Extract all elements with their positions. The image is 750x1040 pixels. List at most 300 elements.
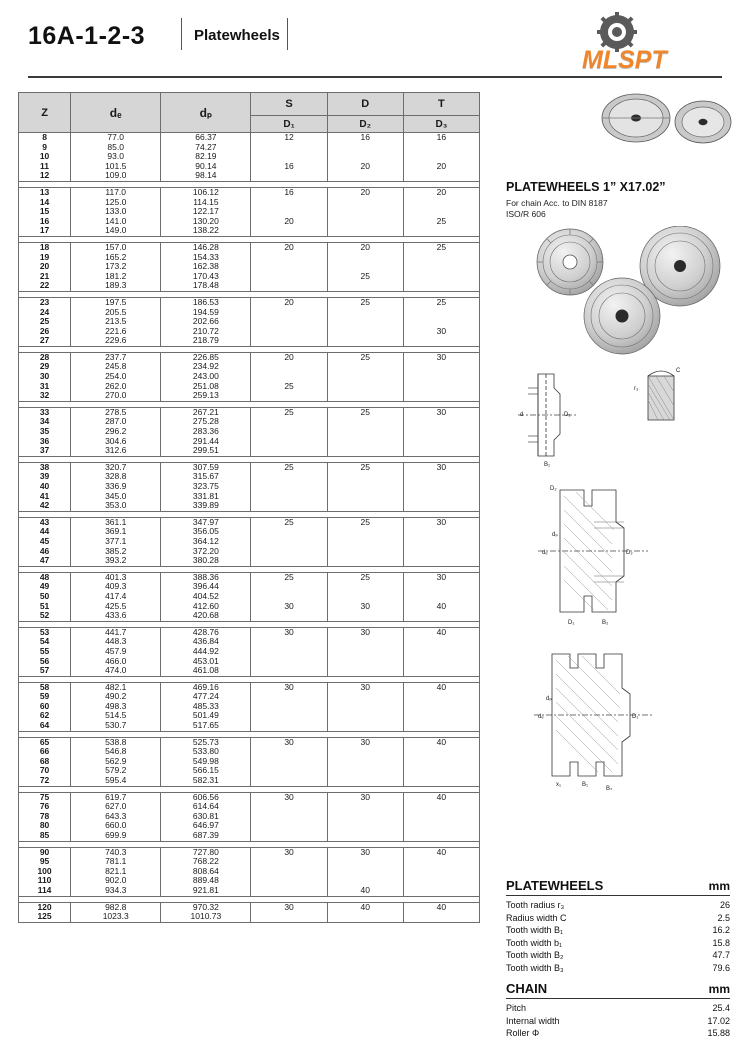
cell-t: 30 bbox=[403, 462, 479, 472]
table-row bbox=[19, 792, 480, 802]
cell-z: 59 bbox=[19, 692, 71, 702]
cell-de: 165.2 bbox=[71, 253, 161, 263]
cell-dp: 82.19 bbox=[161, 152, 251, 162]
right-note-line-2: ISO/R 606 bbox=[506, 209, 546, 219]
table-row bbox=[19, 297, 480, 307]
cell-z: 58 bbox=[19, 682, 71, 692]
platewheels-rule bbox=[506, 895, 730, 896]
cell-z: 37 bbox=[19, 446, 71, 456]
cell-dp: 259.13 bbox=[161, 391, 251, 401]
cell-de: 141.0 bbox=[71, 217, 161, 227]
table-row bbox=[19, 757, 480, 767]
cell-de: 740.3 bbox=[71, 847, 161, 857]
cell-s: 25 bbox=[251, 407, 327, 417]
table-row bbox=[19, 812, 480, 822]
cell-z: 80 bbox=[19, 821, 71, 831]
cell-t: 40 bbox=[403, 682, 479, 692]
cell-t: 30 bbox=[403, 327, 479, 337]
cell-dp: 138.22 bbox=[161, 226, 251, 236]
cell-d: 40 bbox=[327, 902, 403, 912]
cell-s bbox=[251, 721, 327, 731]
table-row bbox=[19, 472, 480, 482]
cell-s: 12 bbox=[251, 133, 327, 143]
cell-t bbox=[403, 831, 479, 841]
cell-z: 35 bbox=[19, 427, 71, 437]
cell-de: 361.1 bbox=[71, 517, 161, 527]
cell-z: 23 bbox=[19, 297, 71, 307]
cell-d bbox=[327, 831, 403, 841]
cell-s: 30 bbox=[251, 792, 327, 802]
cell-t: 40 bbox=[403, 602, 479, 612]
cell-de: 237.7 bbox=[71, 352, 161, 362]
cell-dp: 428.76 bbox=[161, 627, 251, 637]
cell-d: 20 bbox=[327, 187, 403, 197]
table-row bbox=[19, 867, 480, 877]
cell-t: 40 bbox=[403, 902, 479, 912]
cell-d bbox=[327, 776, 403, 786]
cell-t bbox=[403, 776, 479, 786]
cell-dp: 646.97 bbox=[161, 821, 251, 831]
label-b1: B₁ bbox=[544, 462, 551, 468]
cell-t bbox=[403, 336, 479, 346]
cell-d: 25 bbox=[327, 352, 403, 362]
cell-dp: 122.17 bbox=[161, 207, 251, 217]
cell-dp: 194.59 bbox=[161, 308, 251, 318]
cell-s: 20 bbox=[251, 242, 327, 252]
cell-d: 30 bbox=[327, 602, 403, 612]
cell-z: 95 bbox=[19, 857, 71, 867]
spec-row-label: Radius width C bbox=[506, 912, 567, 923]
cell-t: 30 bbox=[403, 517, 479, 527]
table-row bbox=[19, 391, 480, 401]
spec-row bbox=[506, 1002, 730, 1015]
label-d1-2: D₁ bbox=[568, 620, 575, 626]
cell-t bbox=[403, 281, 479, 291]
cell-t: 25 bbox=[403, 217, 479, 227]
cell-d bbox=[327, 336, 403, 346]
platewheels-section-header bbox=[506, 878, 730, 893]
cell-de: 377.1 bbox=[71, 537, 161, 547]
cell-s: 16 bbox=[251, 162, 327, 172]
cell-dp: 331.81 bbox=[161, 492, 251, 502]
cell-de: 345.0 bbox=[71, 492, 161, 502]
th-d3: D₃ bbox=[403, 116, 479, 133]
label-d1-3: D₁ bbox=[632, 714, 639, 720]
table-row bbox=[19, 682, 480, 692]
table-row bbox=[19, 657, 480, 667]
table-row bbox=[19, 133, 480, 143]
cell-z: 26 bbox=[19, 327, 71, 337]
spec-row bbox=[506, 1027, 730, 1040]
cell-dp: 291.44 bbox=[161, 437, 251, 447]
spec-row-label: Tooth width B₂ bbox=[506, 950, 564, 960]
cell-dp: 66.37 bbox=[161, 133, 251, 143]
cell-dp: 347.97 bbox=[161, 517, 251, 527]
technical-drawing-single bbox=[498, 360, 734, 472]
cell-de: 328.8 bbox=[71, 472, 161, 482]
cell-t: 30 bbox=[403, 572, 479, 582]
cell-z: 100 bbox=[19, 867, 71, 877]
cell-z: 46 bbox=[19, 547, 71, 557]
cell-d bbox=[327, 611, 403, 621]
table-row bbox=[19, 766, 480, 776]
cell-d: 30 bbox=[327, 847, 403, 857]
cell-z: 24 bbox=[19, 308, 71, 318]
table-row bbox=[19, 602, 480, 612]
th-de: dₑ bbox=[71, 93, 161, 133]
cell-dp: 299.51 bbox=[161, 446, 251, 456]
label-b3: B₃ bbox=[606, 786, 613, 790]
cell-de: 498.3 bbox=[71, 702, 161, 712]
cell-de: 149.0 bbox=[71, 226, 161, 236]
cell-s: 30 bbox=[251, 847, 327, 857]
spec-row bbox=[506, 962, 730, 975]
cell-z: 52 bbox=[19, 611, 71, 621]
cell-dp: 461.08 bbox=[161, 666, 251, 676]
specification-table-container bbox=[18, 92, 480, 923]
label-dp-2: dₚ bbox=[552, 532, 558, 538]
cell-z: 51 bbox=[19, 602, 71, 612]
spec-row-value: 2.5 bbox=[717, 912, 730, 923]
cell-de: 490.2 bbox=[71, 692, 161, 702]
platewheels-rows bbox=[506, 899, 730, 974]
table-row bbox=[19, 417, 480, 427]
label-d1: D₁ bbox=[564, 412, 571, 418]
spec-row-label: Tooth width B₁ bbox=[506, 925, 564, 935]
cell-d bbox=[327, 281, 403, 291]
brand-logo bbox=[576, 12, 726, 74]
sprocket-trio-illustration bbox=[498, 226, 734, 356]
cell-de: 643.3 bbox=[71, 812, 161, 822]
cell-de: 296.2 bbox=[71, 427, 161, 437]
cell-z: 28 bbox=[19, 352, 71, 362]
cell-s bbox=[251, 171, 327, 181]
header-divider-2 bbox=[287, 18, 288, 50]
table-row bbox=[19, 747, 480, 757]
cell-d: 25 bbox=[327, 297, 403, 307]
sprocket-illustration bbox=[498, 92, 734, 160]
cell-t: 40 bbox=[403, 627, 479, 637]
cell-dp: 396.44 bbox=[161, 582, 251, 592]
table-row bbox=[19, 162, 480, 172]
label-b1-3: B₁ bbox=[582, 782, 589, 788]
table-row bbox=[19, 527, 480, 537]
logo-wordmark: MLSPT bbox=[582, 46, 667, 74]
table-row bbox=[19, 308, 480, 318]
cell-z: 70 bbox=[19, 766, 71, 776]
cell-z: 19 bbox=[19, 253, 71, 263]
cell-z: 39 bbox=[19, 472, 71, 482]
cell-dp: 202.66 bbox=[161, 317, 251, 327]
label-r3: r₃ bbox=[634, 386, 639, 392]
spec-row bbox=[506, 949, 730, 962]
cell-t: 40 bbox=[403, 847, 479, 857]
cell-dp: 566.15 bbox=[161, 766, 251, 776]
cell-d: 30 bbox=[327, 627, 403, 637]
spec-row bbox=[506, 1015, 730, 1028]
cell-t bbox=[403, 666, 479, 676]
table-row bbox=[19, 902, 480, 912]
cell-z: 33 bbox=[19, 407, 71, 417]
cell-dp: 469.16 bbox=[161, 682, 251, 692]
spec-row-value: 26 bbox=[719, 900, 730, 910]
table-row bbox=[19, 572, 480, 582]
table-row bbox=[19, 876, 480, 886]
cell-dp: 226.85 bbox=[161, 352, 251, 362]
cell-d bbox=[327, 226, 403, 236]
table-row bbox=[19, 492, 480, 502]
chain-rows bbox=[506, 1002, 730, 1040]
cell-dp: 372.20 bbox=[161, 547, 251, 557]
cell-z: 27 bbox=[19, 336, 71, 346]
cell-de: 579.2 bbox=[71, 766, 161, 776]
cell-dp: 420.68 bbox=[161, 611, 251, 621]
table-row bbox=[19, 647, 480, 657]
label-b2: B₂ bbox=[602, 620, 609, 626]
spec-row-label: Pitch bbox=[506, 1003, 527, 1013]
table-row bbox=[19, 272, 480, 282]
cell-dp: 315.67 bbox=[161, 472, 251, 482]
cell-dp: 501.49 bbox=[161, 711, 251, 721]
table-row bbox=[19, 362, 480, 372]
table-row bbox=[19, 242, 480, 252]
cell-dp: 170.43 bbox=[161, 272, 251, 282]
cell-de: 1023.3 bbox=[71, 912, 161, 922]
cell-de: 482.1 bbox=[71, 682, 161, 692]
cell-de: 221.6 bbox=[71, 327, 161, 337]
cell-s: 25 bbox=[251, 382, 327, 392]
cell-de: 229.6 bbox=[71, 336, 161, 346]
cell-z: 41 bbox=[19, 492, 71, 502]
table-row bbox=[19, 217, 480, 227]
table-row bbox=[19, 253, 480, 263]
cell-z: 14 bbox=[19, 198, 71, 208]
cell-de: 205.5 bbox=[71, 308, 161, 318]
platewheels-unit: mm bbox=[708, 879, 730, 893]
cell-de: 197.5 bbox=[71, 297, 161, 307]
header-divider bbox=[181, 18, 182, 50]
cell-de: 181.2 bbox=[71, 272, 161, 282]
cell-s bbox=[251, 281, 327, 291]
cell-d: 40 bbox=[327, 886, 403, 896]
cell-z: 32 bbox=[19, 391, 71, 401]
cell-d: 25 bbox=[327, 407, 403, 417]
cell-z: 15 bbox=[19, 207, 71, 217]
cell-de: 538.8 bbox=[71, 737, 161, 747]
table-row bbox=[19, 317, 480, 327]
cell-z: 47 bbox=[19, 556, 71, 566]
cell-z: 114 bbox=[19, 886, 71, 896]
table-row bbox=[19, 501, 480, 511]
table-row bbox=[19, 611, 480, 621]
cell-dp: 186.53 bbox=[161, 297, 251, 307]
cell-d: 20 bbox=[327, 162, 403, 172]
table-row bbox=[19, 226, 480, 236]
cell-z: 110 bbox=[19, 876, 71, 886]
cell-de: 781.1 bbox=[71, 857, 161, 867]
cell-z: 22 bbox=[19, 281, 71, 291]
table-row bbox=[19, 831, 480, 841]
cell-z: 60 bbox=[19, 702, 71, 712]
cell-s bbox=[251, 556, 327, 566]
cell-dp: 444.92 bbox=[161, 647, 251, 657]
cell-s: 20 bbox=[251, 297, 327, 307]
cell-dp: 606.56 bbox=[161, 792, 251, 802]
cell-t: 40 bbox=[403, 737, 479, 747]
cell-z: 64 bbox=[19, 721, 71, 731]
table-row bbox=[19, 327, 480, 337]
cell-z: 9 bbox=[19, 143, 71, 153]
cell-dp: 727.80 bbox=[161, 847, 251, 857]
cell-z: 38 bbox=[19, 462, 71, 472]
cell-z: 18 bbox=[19, 242, 71, 252]
th-z: Z bbox=[19, 93, 71, 133]
label-c: C bbox=[676, 368, 681, 374]
spec-row bbox=[506, 899, 730, 912]
cell-de: 546.8 bbox=[71, 747, 161, 757]
cell-de: 441.7 bbox=[71, 627, 161, 637]
label-d2-b: D₂ bbox=[626, 550, 633, 556]
cell-de: 213.5 bbox=[71, 317, 161, 327]
cell-dp: 154.33 bbox=[161, 253, 251, 263]
spec-row-label: Tooth radius r₃ bbox=[506, 900, 565, 910]
cell-de: 287.0 bbox=[71, 417, 161, 427]
cell-de: 85.0 bbox=[71, 143, 161, 153]
cell-dp: 380.28 bbox=[161, 556, 251, 566]
spec-row-value: 15.8 bbox=[712, 937, 730, 948]
cell-s bbox=[251, 611, 327, 621]
cell-z: 34 bbox=[19, 417, 71, 427]
cell-dp: 106.12 bbox=[161, 187, 251, 197]
cell-de: 109.0 bbox=[71, 171, 161, 181]
cell-de: 982.8 bbox=[71, 902, 161, 912]
cell-de: 77.0 bbox=[71, 133, 161, 143]
cell-t bbox=[403, 556, 479, 566]
cell-dp: 307.59 bbox=[161, 462, 251, 472]
cell-z: 17 bbox=[19, 226, 71, 236]
cell-d bbox=[327, 501, 403, 511]
page-subtitle: Platewheels bbox=[194, 27, 280, 44]
cell-d bbox=[327, 666, 403, 676]
table-row bbox=[19, 427, 480, 437]
cell-dp: 808.64 bbox=[161, 867, 251, 877]
cell-s bbox=[251, 666, 327, 676]
table-row bbox=[19, 281, 480, 291]
cell-de: 433.6 bbox=[71, 611, 161, 621]
cell-dp: 477.24 bbox=[161, 692, 251, 702]
table-row bbox=[19, 821, 480, 831]
cell-dp: 453.01 bbox=[161, 657, 251, 667]
cell-de: 660.0 bbox=[71, 821, 161, 831]
cell-de: 117.0 bbox=[71, 187, 161, 197]
cell-z: 21 bbox=[19, 272, 71, 282]
cell-z: 125 bbox=[19, 912, 71, 922]
specification-table bbox=[18, 92, 480, 923]
cell-dp: 485.33 bbox=[161, 702, 251, 712]
table-row bbox=[19, 143, 480, 153]
cell-dp: 525.73 bbox=[161, 737, 251, 747]
cell-t bbox=[403, 446, 479, 456]
cell-z: 57 bbox=[19, 666, 71, 676]
th-d1: D₁ bbox=[251, 116, 327, 133]
cell-d: 30 bbox=[327, 792, 403, 802]
cell-t bbox=[403, 171, 479, 181]
table-row bbox=[19, 437, 480, 447]
cell-de: 474.0 bbox=[71, 666, 161, 676]
table-row bbox=[19, 372, 480, 382]
cell-z: 20 bbox=[19, 262, 71, 272]
spec-row-label: Roller Φ bbox=[506, 1028, 540, 1038]
table-row bbox=[19, 582, 480, 592]
cell-de: 595.4 bbox=[71, 776, 161, 786]
table-row bbox=[19, 462, 480, 472]
cell-z: 10 bbox=[19, 152, 71, 162]
spec-row-value: 15.88 bbox=[707, 1028, 730, 1038]
cell-s bbox=[251, 446, 327, 456]
cell-t bbox=[403, 912, 479, 922]
label-de-2: dₑ bbox=[542, 550, 548, 556]
cell-d bbox=[327, 912, 403, 922]
table-row bbox=[19, 847, 480, 857]
cell-de: 320.7 bbox=[71, 462, 161, 472]
cell-dp: 687.39 bbox=[161, 831, 251, 841]
cell-t bbox=[403, 886, 479, 896]
spec-row-value: 17.02 bbox=[707, 1015, 730, 1026]
spec-row bbox=[506, 937, 730, 950]
cell-z: 43 bbox=[19, 517, 71, 527]
header-rule bbox=[28, 76, 722, 78]
cell-z: 45 bbox=[19, 537, 71, 547]
table-row bbox=[19, 737, 480, 747]
cell-dp: 98.14 bbox=[161, 171, 251, 181]
cell-dp: 90.14 bbox=[161, 162, 251, 172]
cell-de: 619.7 bbox=[71, 792, 161, 802]
cell-dp: 146.28 bbox=[161, 242, 251, 252]
cell-de: 254.0 bbox=[71, 372, 161, 382]
cell-s: 25 bbox=[251, 517, 327, 527]
cell-z: 75 bbox=[19, 792, 71, 802]
cell-dp: 533.80 bbox=[161, 747, 251, 757]
cell-dp: 114.15 bbox=[161, 198, 251, 208]
cell-d: 20 bbox=[327, 242, 403, 252]
cell-de: 393.2 bbox=[71, 556, 161, 566]
cell-z: 50 bbox=[19, 592, 71, 602]
cell-de: 821.1 bbox=[71, 867, 161, 877]
cell-dp: 921.81 bbox=[161, 886, 251, 896]
cell-dp: 178.48 bbox=[161, 281, 251, 291]
spec-row-label: Internal width bbox=[506, 1015, 560, 1026]
table-row bbox=[19, 556, 480, 566]
chain-section-title: CHAIN bbox=[506, 981, 548, 996]
cell-z: 12 bbox=[19, 171, 71, 181]
cell-d: 30 bbox=[327, 682, 403, 692]
cell-s: 25 bbox=[251, 462, 327, 472]
table-row bbox=[19, 262, 480, 272]
table-row bbox=[19, 857, 480, 867]
cell-de: 93.0 bbox=[71, 152, 161, 162]
cell-dp: 517.65 bbox=[161, 721, 251, 731]
spec-row-label: Tooth width B₃ bbox=[506, 962, 564, 973]
cell-dp: 412.60 bbox=[161, 602, 251, 612]
cell-z: 40 bbox=[19, 482, 71, 492]
cell-de: 401.3 bbox=[71, 572, 161, 582]
cell-dp: 364.12 bbox=[161, 537, 251, 547]
table-row bbox=[19, 382, 480, 392]
spec-row bbox=[506, 924, 730, 937]
cell-dp: 251.08 bbox=[161, 382, 251, 392]
spec-row-value: 25.4 bbox=[712, 1003, 730, 1013]
cell-d: 25 bbox=[327, 572, 403, 582]
